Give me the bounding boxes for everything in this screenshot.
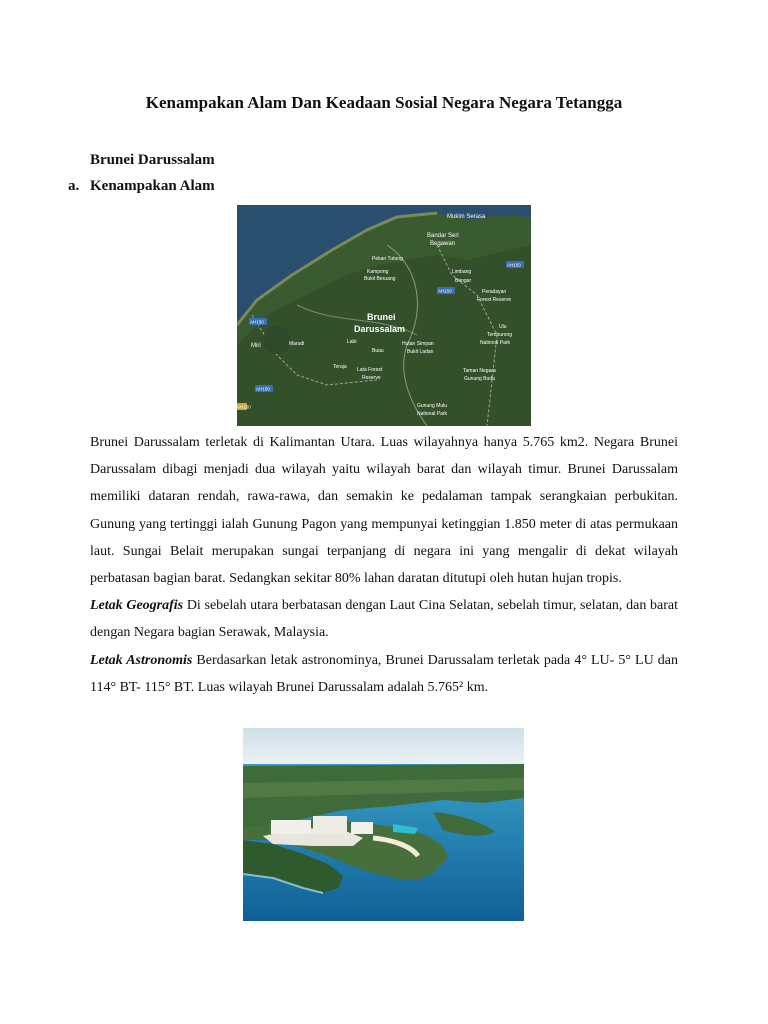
paragraph-geografis <box>90 592 678 646</box>
geografis-label: Letak Geografis <box>90 598 184 614</box>
geografis-text: Di sebelah utara berbatasan dengan Laut Cina Selatan, sebelah timur, selatan, dan barat dengan Negara bagian Serawak, Malaysia. <box>90 598 678 641</box>
section-title: Kenampakan Alam <box>90 178 215 194</box>
map-label-ulu-3: National Park <box>480 340 511 346</box>
map-label-serasa: Mukim Serasa <box>447 214 486 220</box>
map-label-marudi: Marudi <box>289 341 305 347</box>
map-label-labi: Labi <box>347 339 357 345</box>
country-heading: Brunei Darussalam <box>90 152 215 168</box>
map-label-bsb-1: Bandar Seri <box>427 233 459 239</box>
paragraph-astronomis <box>90 647 678 701</box>
map-road-shield-3: AH150 <box>250 319 264 325</box>
map-label-lata-1: Lata Forest <box>357 367 383 373</box>
paragraph-description: Brunei Darussalam terletak di Kalimantan Utara. Luas wilayahnya hanya 5.765 km2. Negara Brunei Darussalam dibagi menjadi dua wilayah yaitu wilayah barat dan wilayah timur. Brunei Darussalam memiliki dataran rendah, rawa-rawa, dan semakin ke pedalaman tampak serangkaian perbukitan. Gunung yang tertinggi ialah Gunung Pagon yang mempunyai ketinggian 1.850 meter di atas permukaan laut. Sungai Belait merupakan sungai terpanjang di negara ini yang mengalir di dekat wilayah perbatasan bagian barat. Sedangkan sekitar 80% lahan daratan ditutupi oleh hutan hujan tropis. <box>90 435 678 587</box>
map-road-shield-2: AH150 <box>438 288 452 294</box>
map-road-shield-4: AH150 <box>256 386 270 392</box>
brunei-map-image <box>237 205 531 426</box>
map-label-limbang: Limbang <box>452 269 472 275</box>
map-label-ulu-1: Ulu <box>499 324 507 330</box>
map-label-lata-2: Reserve <box>362 375 381 381</box>
map-label-taman-1: Taman Negara <box>463 368 496 374</box>
map-label-pekan: Pekan Tutong <box>372 256 403 262</box>
page-title: Kenampakan Alam Dan Keadaan Sosial Negara Negara Tetangga <box>145 93 623 112</box>
map-label-peradayan-2: Forest Reserve <box>477 297 512 303</box>
map-road-shield-5: AH150 <box>237 404 251 410</box>
map-label-mulu-1: Gunung Mulu <box>417 403 448 409</box>
map-label-hutan-2: Bukit Ladan <box>407 349 434 355</box>
body-text <box>90 429 678 701</box>
map-label-miri: Miri <box>251 343 261 349</box>
map-label-kampong-1: Kampong <box>367 269 389 275</box>
astronomis-text: Berdasarkan letak astronominya, Brunei Darussalam terletak pada 4° LU- 5° LU dan 114° BT- 115° BT. Luas wilayah Brunei Darussalam adalah 5.765² km. <box>90 652 678 695</box>
map-label-bsb-2: Begawan <box>430 241 456 247</box>
map-label-brunei: Brunei <box>367 312 396 322</box>
astronomis-label: Letak Astronomis <box>90 652 193 668</box>
map-label-teraja: Teraja <box>333 364 347 370</box>
section-heading <box>68 176 215 196</box>
map-label-ulu-2: Temburong <box>487 332 513 338</box>
map-label-kampong-2: Bukit Beruang <box>364 276 396 282</box>
map-label-mulu-2: National Park <box>417 411 448 417</box>
map-label-peradayan-1: Peradayan <box>482 289 507 295</box>
section-letter: a. <box>68 178 80 194</box>
map-road-shield-1: AH150 <box>507 262 521 268</box>
map-label-darussalam: Darussalam <box>354 324 406 334</box>
map-label-buau: Buau <box>372 348 384 354</box>
map-label-bangar: Bangar <box>455 278 472 284</box>
map-label-hutan-1: Hutan Simpan <box>402 341 434 347</box>
map-label-taman-2: Gunung Buda <box>464 376 495 382</box>
coastal-resort-photo <box>243 728 524 921</box>
